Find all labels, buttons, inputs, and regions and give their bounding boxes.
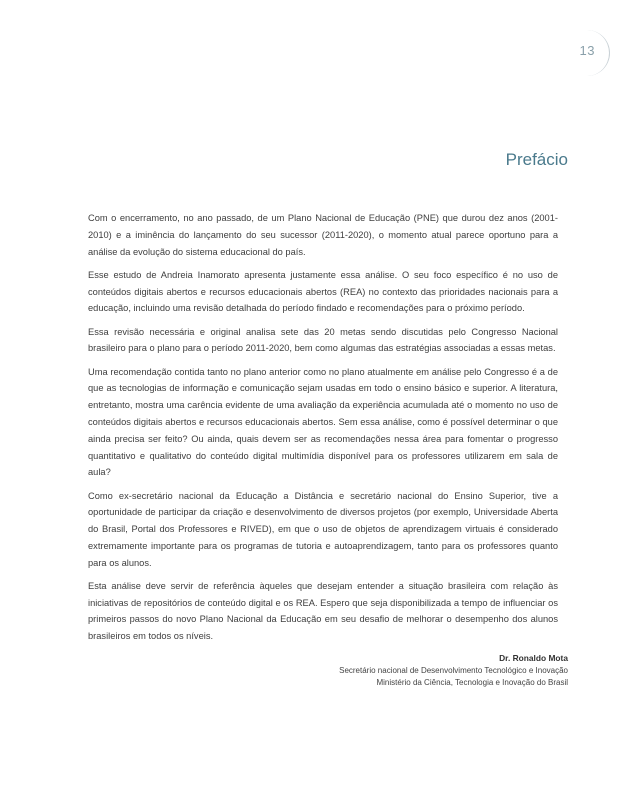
signature-role-1: Secretário nacional de Desenvolvimento Tecnológico e Inovação xyxy=(339,665,568,675)
paragraph-1: Com o encerramento, no ano passado, de um Plano Nacional de Educação (PNE) que durou dez anos (2001-2010) e a iminência do lançamento do seu sucessor (2011-2020), o momento atual parece oportuno para a análise da evolução do sistema educacional do país. xyxy=(88,213,558,257)
body-text xyxy=(88,210,558,651)
page-number-ornament xyxy=(569,30,610,76)
chapter-title: Prefácio xyxy=(505,150,568,169)
signature-role-2: Ministério da Ciência, Tecnologia e Inovação do Brasil xyxy=(376,678,568,688)
page-number: 13 xyxy=(579,43,595,58)
signature-name: Dr. Ronaldo Mota xyxy=(499,653,568,663)
paragraph-3: Essa revisão necessária e original analisa sete das 20 metas sendo discutidas pelo Congresso Nacional brasileiro para o plano para o período 2011-2020, bem como algumas das estratégias associadas a essas metas. xyxy=(88,326,558,354)
paragraph-4: Uma recomendação contida tanto no plano anterior como no plano atualmente em análise pelo Congresso é a de que as tecnologias de informação e comunicação sejam usadas em todo o ensino básico e superior. A literatura, entretanto, mostra uma carência evidente de uma avaliação da experiência acumulada até o momento no uso de conteúdos digitais abertos e recursos educacionais abertos. Sem essa análise, como é possível determinar o que ainda precisa ser feito? Ou ainda, quais devem ser as recomendações nessa área para fomentar o progresso quantitativo e qualitativo do conteúdo digital multimídia disponível para os professores utilizarem em sala de aula? xyxy=(88,366,558,478)
paragraph-2: Esse estudo de Andreia Inamorato apresenta justamente essa análise. O seu foco específico é no uso de conteúdos digitais abertos e recursos educacionais abertos (REA) no contexto das prioridades nacionais para a educação, incluindo uma revisão detalhada do período findado e recomendações para o próximo período. xyxy=(88,269,558,314)
paragraph-6: Esta análise deve servir de referência àqueles que desejam entender a situação brasileira com relação às iniciativas de repositórios de conteúdo digital e os REA. Espero que seja disponibilizada a tempo de influenciar os primeiros passos do novo Plano Nacional da Educação em seu desafio de melhorar o desempenho dos alunos brasileiros em todos os níveis. xyxy=(88,580,558,642)
signature-block xyxy=(339,652,568,690)
paragraph-5: Como ex-secretário nacional da Educação a Distância e secretário nacional do Ensino Superior, tive a oportunidade de participar da criação e desenvolvimento de diversos projetos (por exemplo, Universidade Aberta do Brasil, Portal dos Professores e RIVED), em que o uso de objetos de aprendizagem virtuais é considerado extremamente importante para os programas de tutoria e autoaprendizagem, tanto para os professores quanto para os alunos. xyxy=(88,490,558,568)
